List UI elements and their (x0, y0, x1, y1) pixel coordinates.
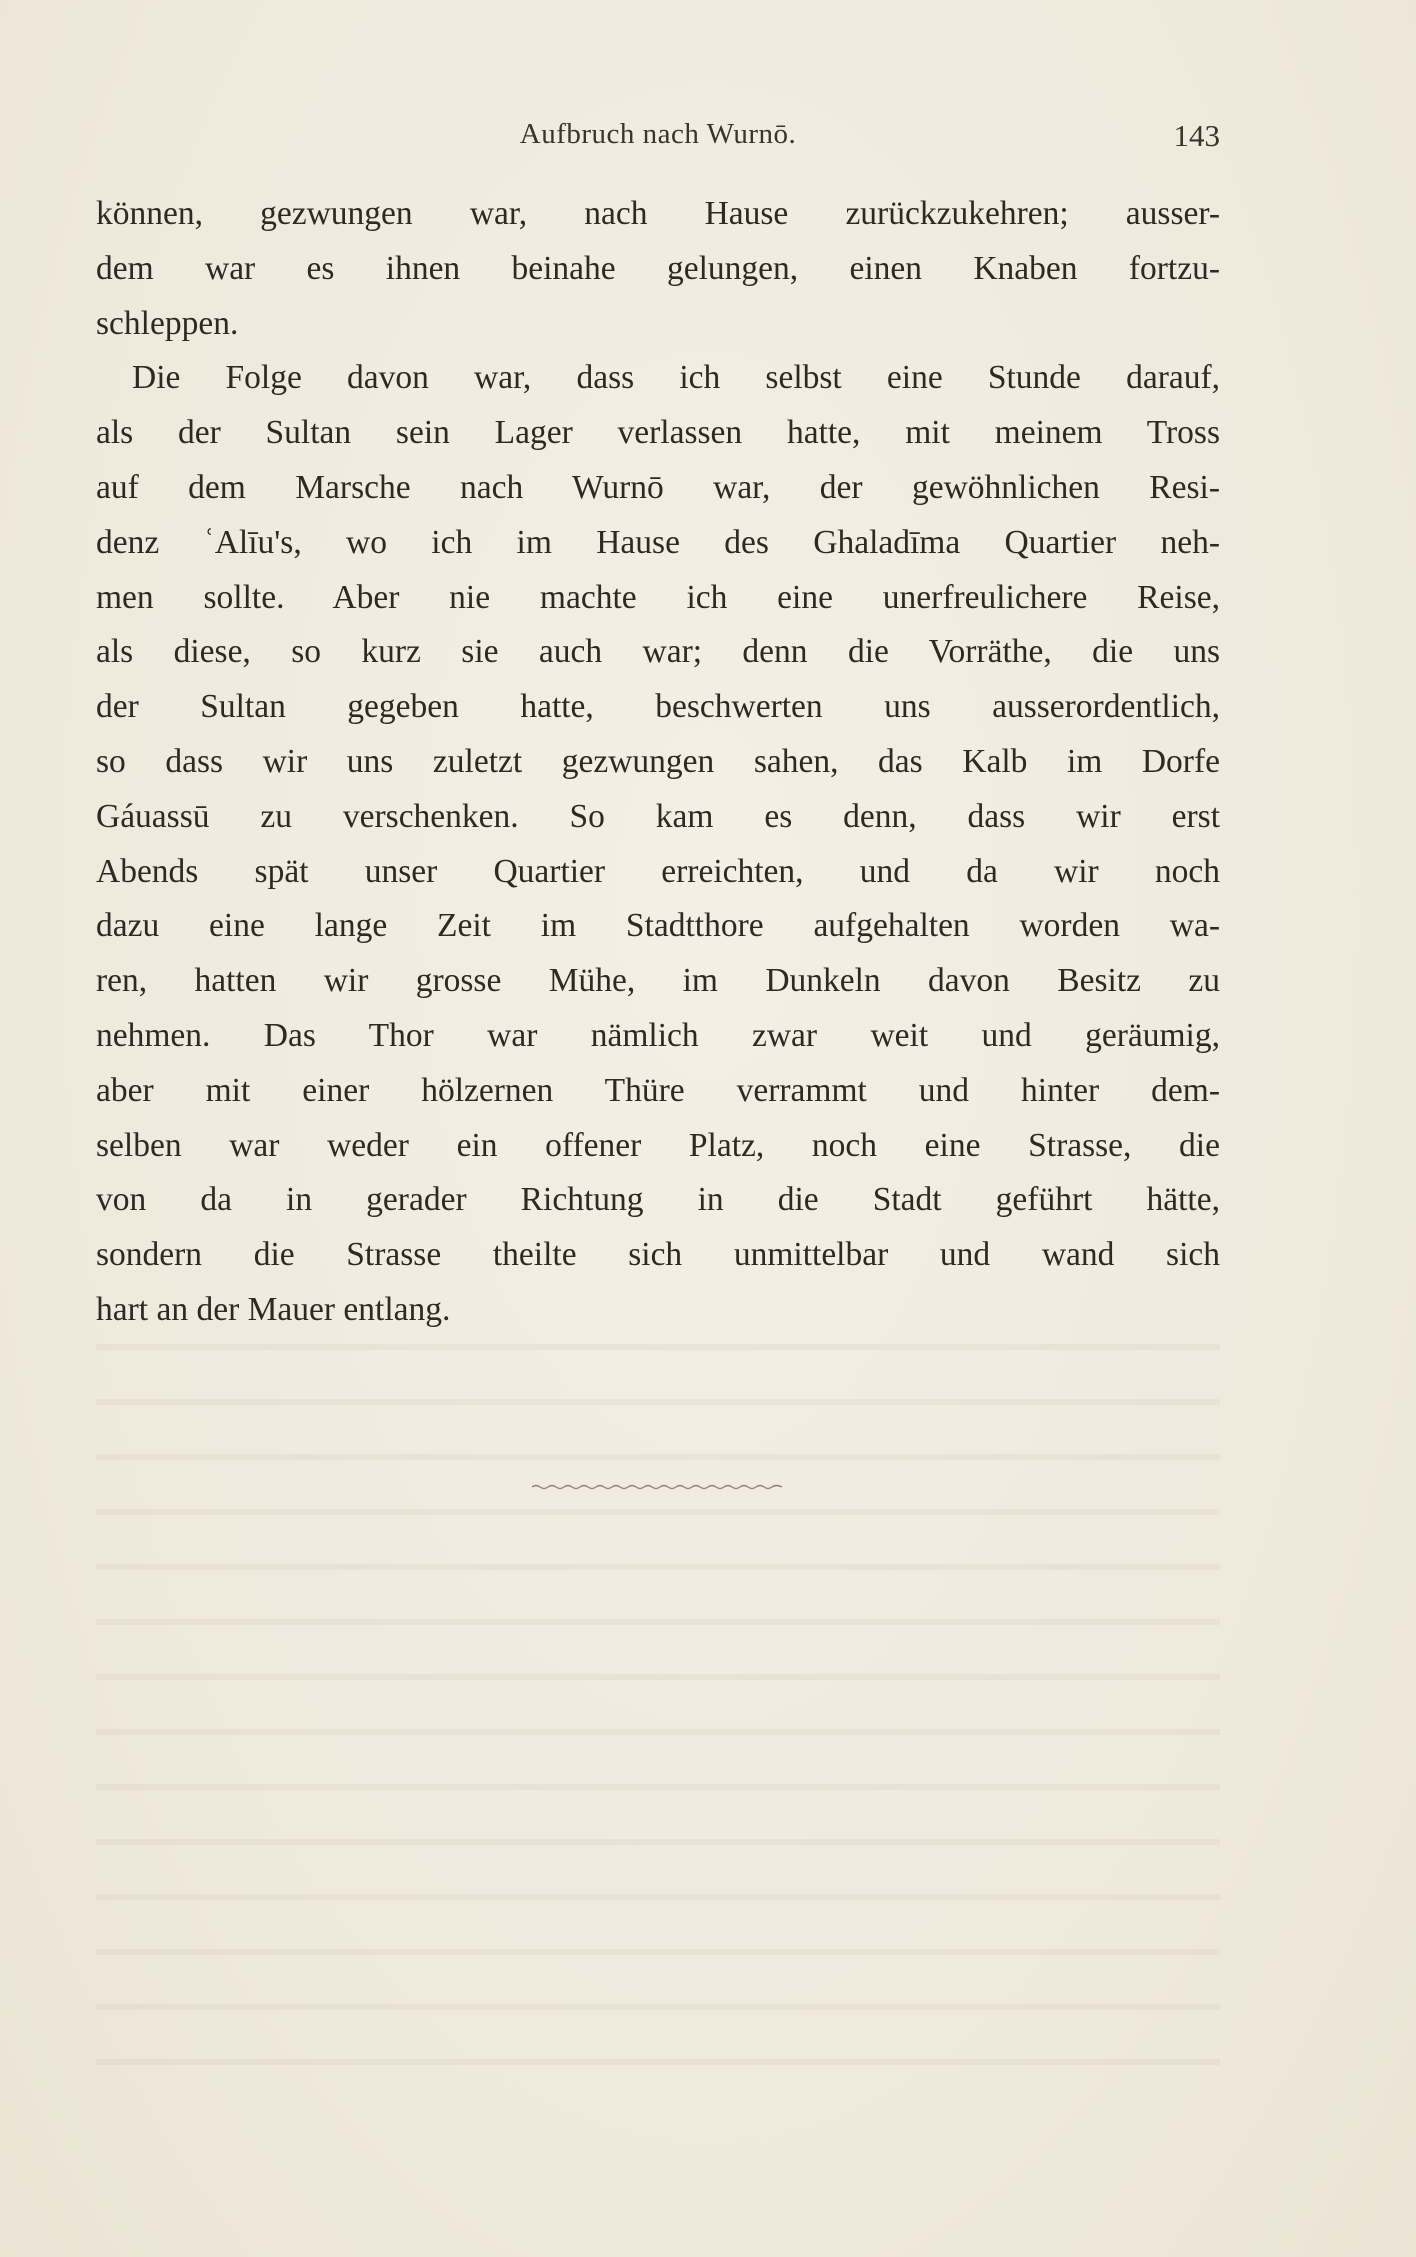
text-line: auf dem Marsche nach Wurnō war, der gewöhnlichen Resi- (96, 468, 1220, 506)
running-head: Aufbruch nach Wurnō. (519, 118, 797, 150)
text-line: Die Folge davon war, dass ich selbst eine Stunde darauf, (132, 359, 1220, 397)
page-header (96, 118, 1220, 158)
text-line: sondern die Strasse theilte sich unmittelbar und wand sich (96, 1236, 1220, 1274)
text-line: als diese, so kurz sie auch war; denn die Vorräthe, die uns (96, 633, 1220, 671)
page-number: 143 (1173, 118, 1220, 153)
text-line: der Sultan gegeben hatte, beschwerten uns ausserordentlich, (96, 688, 1220, 726)
text-line: nehmen. Das Thor war nämlich zwar weit und geräumig, (96, 1016, 1220, 1054)
text-line: dem war es ihnen beinahe gelungen, einen Knaben fortzu- (96, 249, 1220, 287)
body-text (96, 187, 1220, 1338)
text-line: dazu eine lange Zeit im Stadtthore aufgehalten worden wa- (96, 907, 1220, 945)
show-through-texture (96, 1310, 1220, 2070)
text-line: von da in gerader Richtung in die Stadt geführt hätte, (96, 1181, 1220, 1219)
text-line: selben war weder ein offener Platz, noch eine Strasse, die (96, 1126, 1220, 1164)
text-line: als der Sultan sein Lager verlassen hatte, mit meinem Tross (96, 414, 1220, 452)
text-line: aber mit einer hölzernen Thüre verrammt und hinter dem- (96, 1071, 1220, 1109)
text-line: Gáuassū zu verschenken. So kam es denn, dass wir erst (96, 797, 1220, 835)
text-line: können, gezwungen war, nach Hause zurückzukehren; ausser- (96, 195, 1220, 232)
text-line: schleppen. (96, 304, 239, 342)
text-line: Abends spät unser Quartier erreichten, und da wir noch (96, 852, 1220, 890)
text-line: men sollte. Aber nie machte ich eine unerfreulichere Reise, (96, 578, 1220, 616)
text-line: so dass wir uns zuletzt gezwungen sahen, das Kalb im Dorfe (96, 742, 1220, 780)
text-line: ren, hatten wir grosse Mühe, im Dunkeln davon Besitz zu (96, 962, 1220, 1000)
text-line: hart an der Mauer entlang. (96, 1290, 451, 1328)
text-line: denz ʿAlīu's, wo ich im Hause des Ghaladīma Quartier neh- (96, 523, 1220, 561)
